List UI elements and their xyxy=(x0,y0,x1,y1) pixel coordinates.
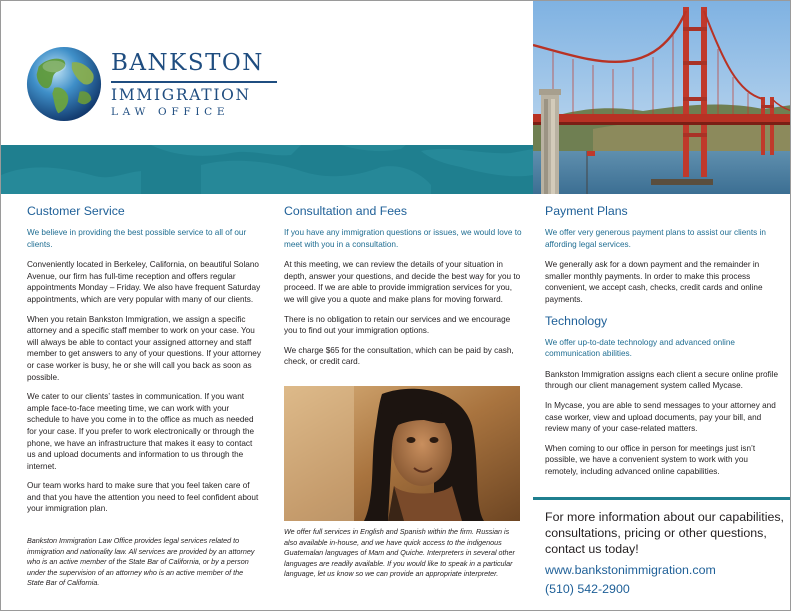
customer-service-paragraph: Conveniently located in Berkeley, California, on beautiful Solano Avenue, our firm has full-time reception and offers regular appointments Monday – Friday. We also have frequent Saturday appointments, which are very popular with many of our clients. xyxy=(27,260,261,304)
customer-service-heading: Customer Service xyxy=(27,204,125,218)
brand-tagline: LAW OFFICE xyxy=(111,106,230,118)
customer-service-lead: We believe in providing the best possible service to all of our clients. xyxy=(27,228,247,249)
payment-technology-column xyxy=(545,204,780,486)
technology-paragraph: Bankston Immigration assigns each client a secure online profile through our client management system called Mycase. xyxy=(545,369,779,391)
language-services-caption: We offer full services in English and Spanish within the firm. Russian is also available in-house, and we have quick access to the indigenous Guatemalan languages of Mam and Quiche. Interpreters in several other languages are readily available. If you would like to speak in a particular language, let us know so we can provide an appropriate interpreter. xyxy=(284,527,515,578)
customer-service-paragraph: We cater to our clients’ tastes in communication. If you want ample face-to-face meeting time, we can work with your schedule to have you come in to the office as much as needed for your case. If you prefer to work electronically or through the phone, we have an infrastructure that makes it easy to contact us and upload documents and information to us through the internet. xyxy=(27,392,255,471)
consultation-column xyxy=(284,204,522,376)
payment-plans-paragraph: We generally ask for a down payment and the remainder in smaller monthly payments. In order to make this process convenient, we accept cash, checks, credit cards and online payments. xyxy=(545,260,763,304)
technology-paragraph: In Mycase, you are able to send messages to your attorney and case worker, view and upload documents, pay your bill, and review many of your case-related matters. xyxy=(545,400,776,434)
consultation-paragraph: At this meeting, we can review the details of your situation in depth, answer your questions, and decide the best way for you to proceed. If we are able to provide immigration services for you, we will give you a quote and make plans for moving forward. xyxy=(284,260,521,304)
consultation-lead: If you have any immigration questions or issues, we would love to meet with you in a consultation. xyxy=(284,228,522,249)
technology-lead: We offer up-to-date technology and advanced online communication abilities. xyxy=(545,337,735,359)
contact-call-to-action xyxy=(545,509,785,597)
brand-subtitle: IMMIGRATION xyxy=(111,86,251,104)
consultation-heading: Consultation and Fees xyxy=(284,204,408,218)
portrait-image xyxy=(284,386,520,521)
phone-number[interactable]: (510) 542-2900 xyxy=(545,581,630,596)
world-map-band-graphic xyxy=(1,145,533,194)
legal-disclaimer: Bankston Immigration Law Office provides legal services related to immigration and nationality law. All services are provided by an attorney who is an active member of the State Bar of California, or by a person under the supervision of an attorney who is an active member of the State Bar of California. xyxy=(27,536,255,587)
website-link[interactable]: www.bankstonimmigration.com xyxy=(545,562,716,577)
technology-heading: Technology xyxy=(545,313,608,328)
payment-plans-lead: We offer very generous payment plans to assist our clients in affording legal services. xyxy=(545,228,766,249)
customer-service-paragraph: When you retain Bankston Immigration, we assign a specific attorney and a specific staff member to work on your case. You will always be able to contact your assigned attorney and staff member to get answers to any of your questions. If your attorney or case worker is busy, he or she will call you back as soon as possible. xyxy=(27,314,261,382)
cta-divider xyxy=(533,497,791,500)
payment-plans-heading: Payment Plans xyxy=(545,204,628,218)
customer-service-paragraph: Our team works hard to make sure that you feel taken care of and that you have the attention you need to feel confident about your immigration plan. xyxy=(27,481,259,514)
technology-paragraph: When coming to our office in person for meetings just isn’t possible, we have a convenient system to work with you remotely, including advanced online capabilities. xyxy=(545,443,756,476)
brand-divider xyxy=(111,81,277,83)
globe-icon xyxy=(25,45,103,123)
consultation-paragraph: We charge $65 for the consultation, which can be paid by cash, check, or credit card. xyxy=(284,345,514,367)
customer-service-column xyxy=(27,204,261,523)
client-portrait-photo xyxy=(284,386,520,521)
logo xyxy=(25,45,265,129)
bridge-image xyxy=(533,1,791,194)
consultation-paragraph: There is no obligation to retain our services and we encourage you to find out your immigration options. xyxy=(284,314,511,336)
brand-name: BANKSTON xyxy=(111,50,264,76)
cta-message: For more information about our capabilities, consultations, pricing or other questions, contact us today! xyxy=(545,510,784,557)
golden-gate-bridge-photo xyxy=(533,1,791,194)
teal-map-band xyxy=(1,145,533,194)
